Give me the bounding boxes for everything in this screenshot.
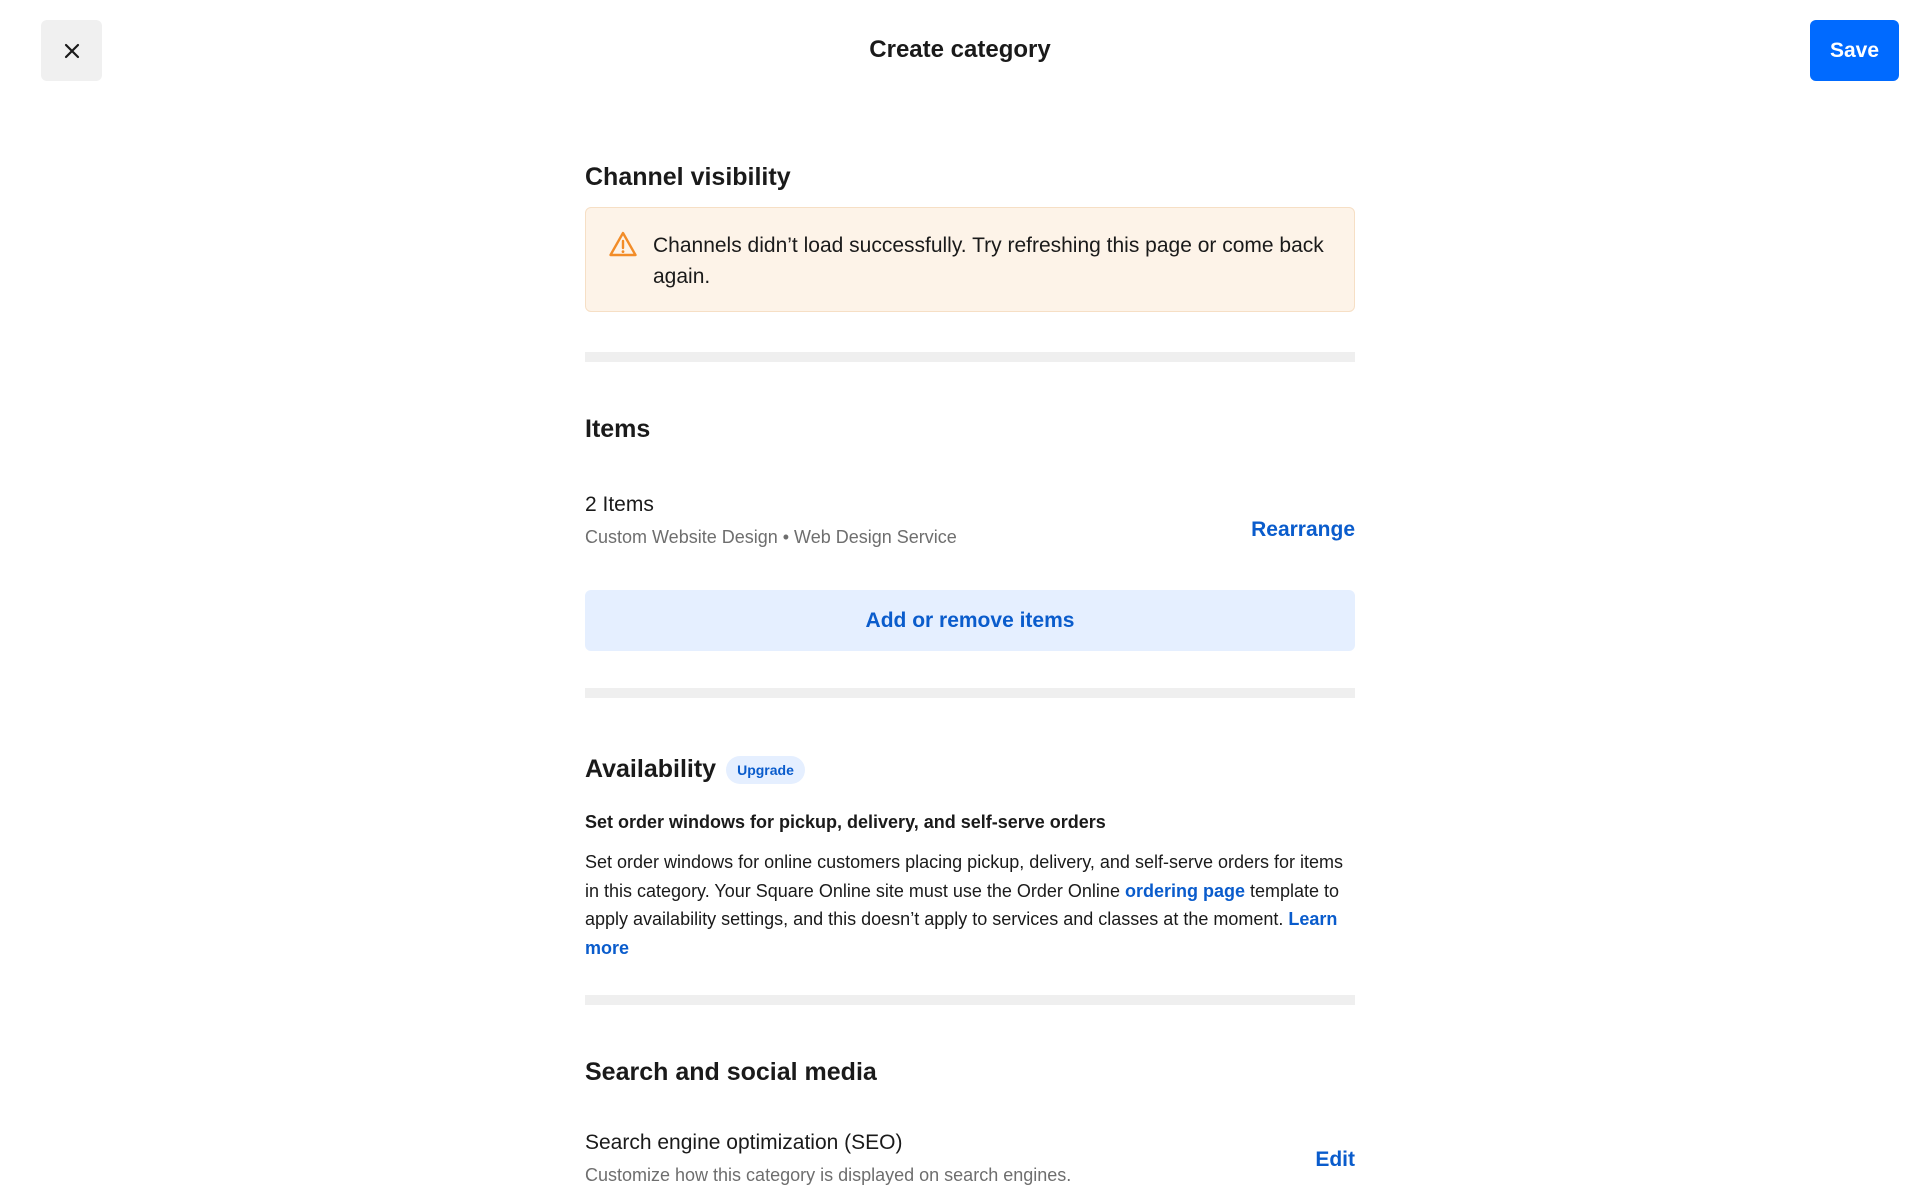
- seo-title: Search engine optimization (SEO): [585, 1131, 903, 1154]
- page-title: Create category: [869, 36, 1051, 63]
- availability-subtitle: Set order windows for pickup, delivery, and self-serve orders: [585, 812, 1106, 832]
- section-divider: [585, 995, 1355, 1005]
- add-remove-items-button[interactable]: Add or remove items: [585, 590, 1355, 651]
- section-divider: [585, 688, 1355, 698]
- items-title: Items: [585, 415, 651, 443]
- save-button[interactable]: Save: [1810, 20, 1899, 81]
- availability-header: [585, 755, 805, 784]
- upgrade-badge[interactable]: Upgrade: [726, 756, 805, 784]
- learn-more-link[interactable]: Learn more: [585, 909, 1338, 958]
- seo-edit-link[interactable]: Edit: [1315, 1148, 1355, 1171]
- availability-desc-part2: template to apply availability settings, and this doesn’t apply to services and classes at the moment.: [585, 880, 1340, 929]
- seo-description: Customize how this category is displayed on search engines.: [585, 1165, 1072, 1185]
- channels-warning-banner: [585, 207, 1355, 312]
- rearrange-link[interactable]: Rearrange: [1251, 518, 1355, 541]
- section-divider: [585, 352, 1355, 362]
- availability-desc-part1: Set order windows for online customers placing pickup, delivery, and self-serve orders for items in this category. Your Square Online site must use the Order Online: [585, 852, 1343, 901]
- ordering-page-link[interactable]: ordering page: [1124, 880, 1245, 901]
- items-count: 2 Items: [585, 493, 654, 516]
- items-names: Custom Website Design • Web Design Service: [585, 527, 957, 547]
- channel-visibility-title: Channel visibility: [585, 163, 791, 191]
- availability-title: Availability: [585, 755, 717, 783]
- search-social-title: Search and social media: [585, 1058, 877, 1086]
- warning-message: Channels didn’t load successfully. Try refreshing this page or come back again.: [653, 234, 1324, 288]
- availability-description: [585, 848, 1355, 962]
- warning-icon: [608, 230, 638, 258]
